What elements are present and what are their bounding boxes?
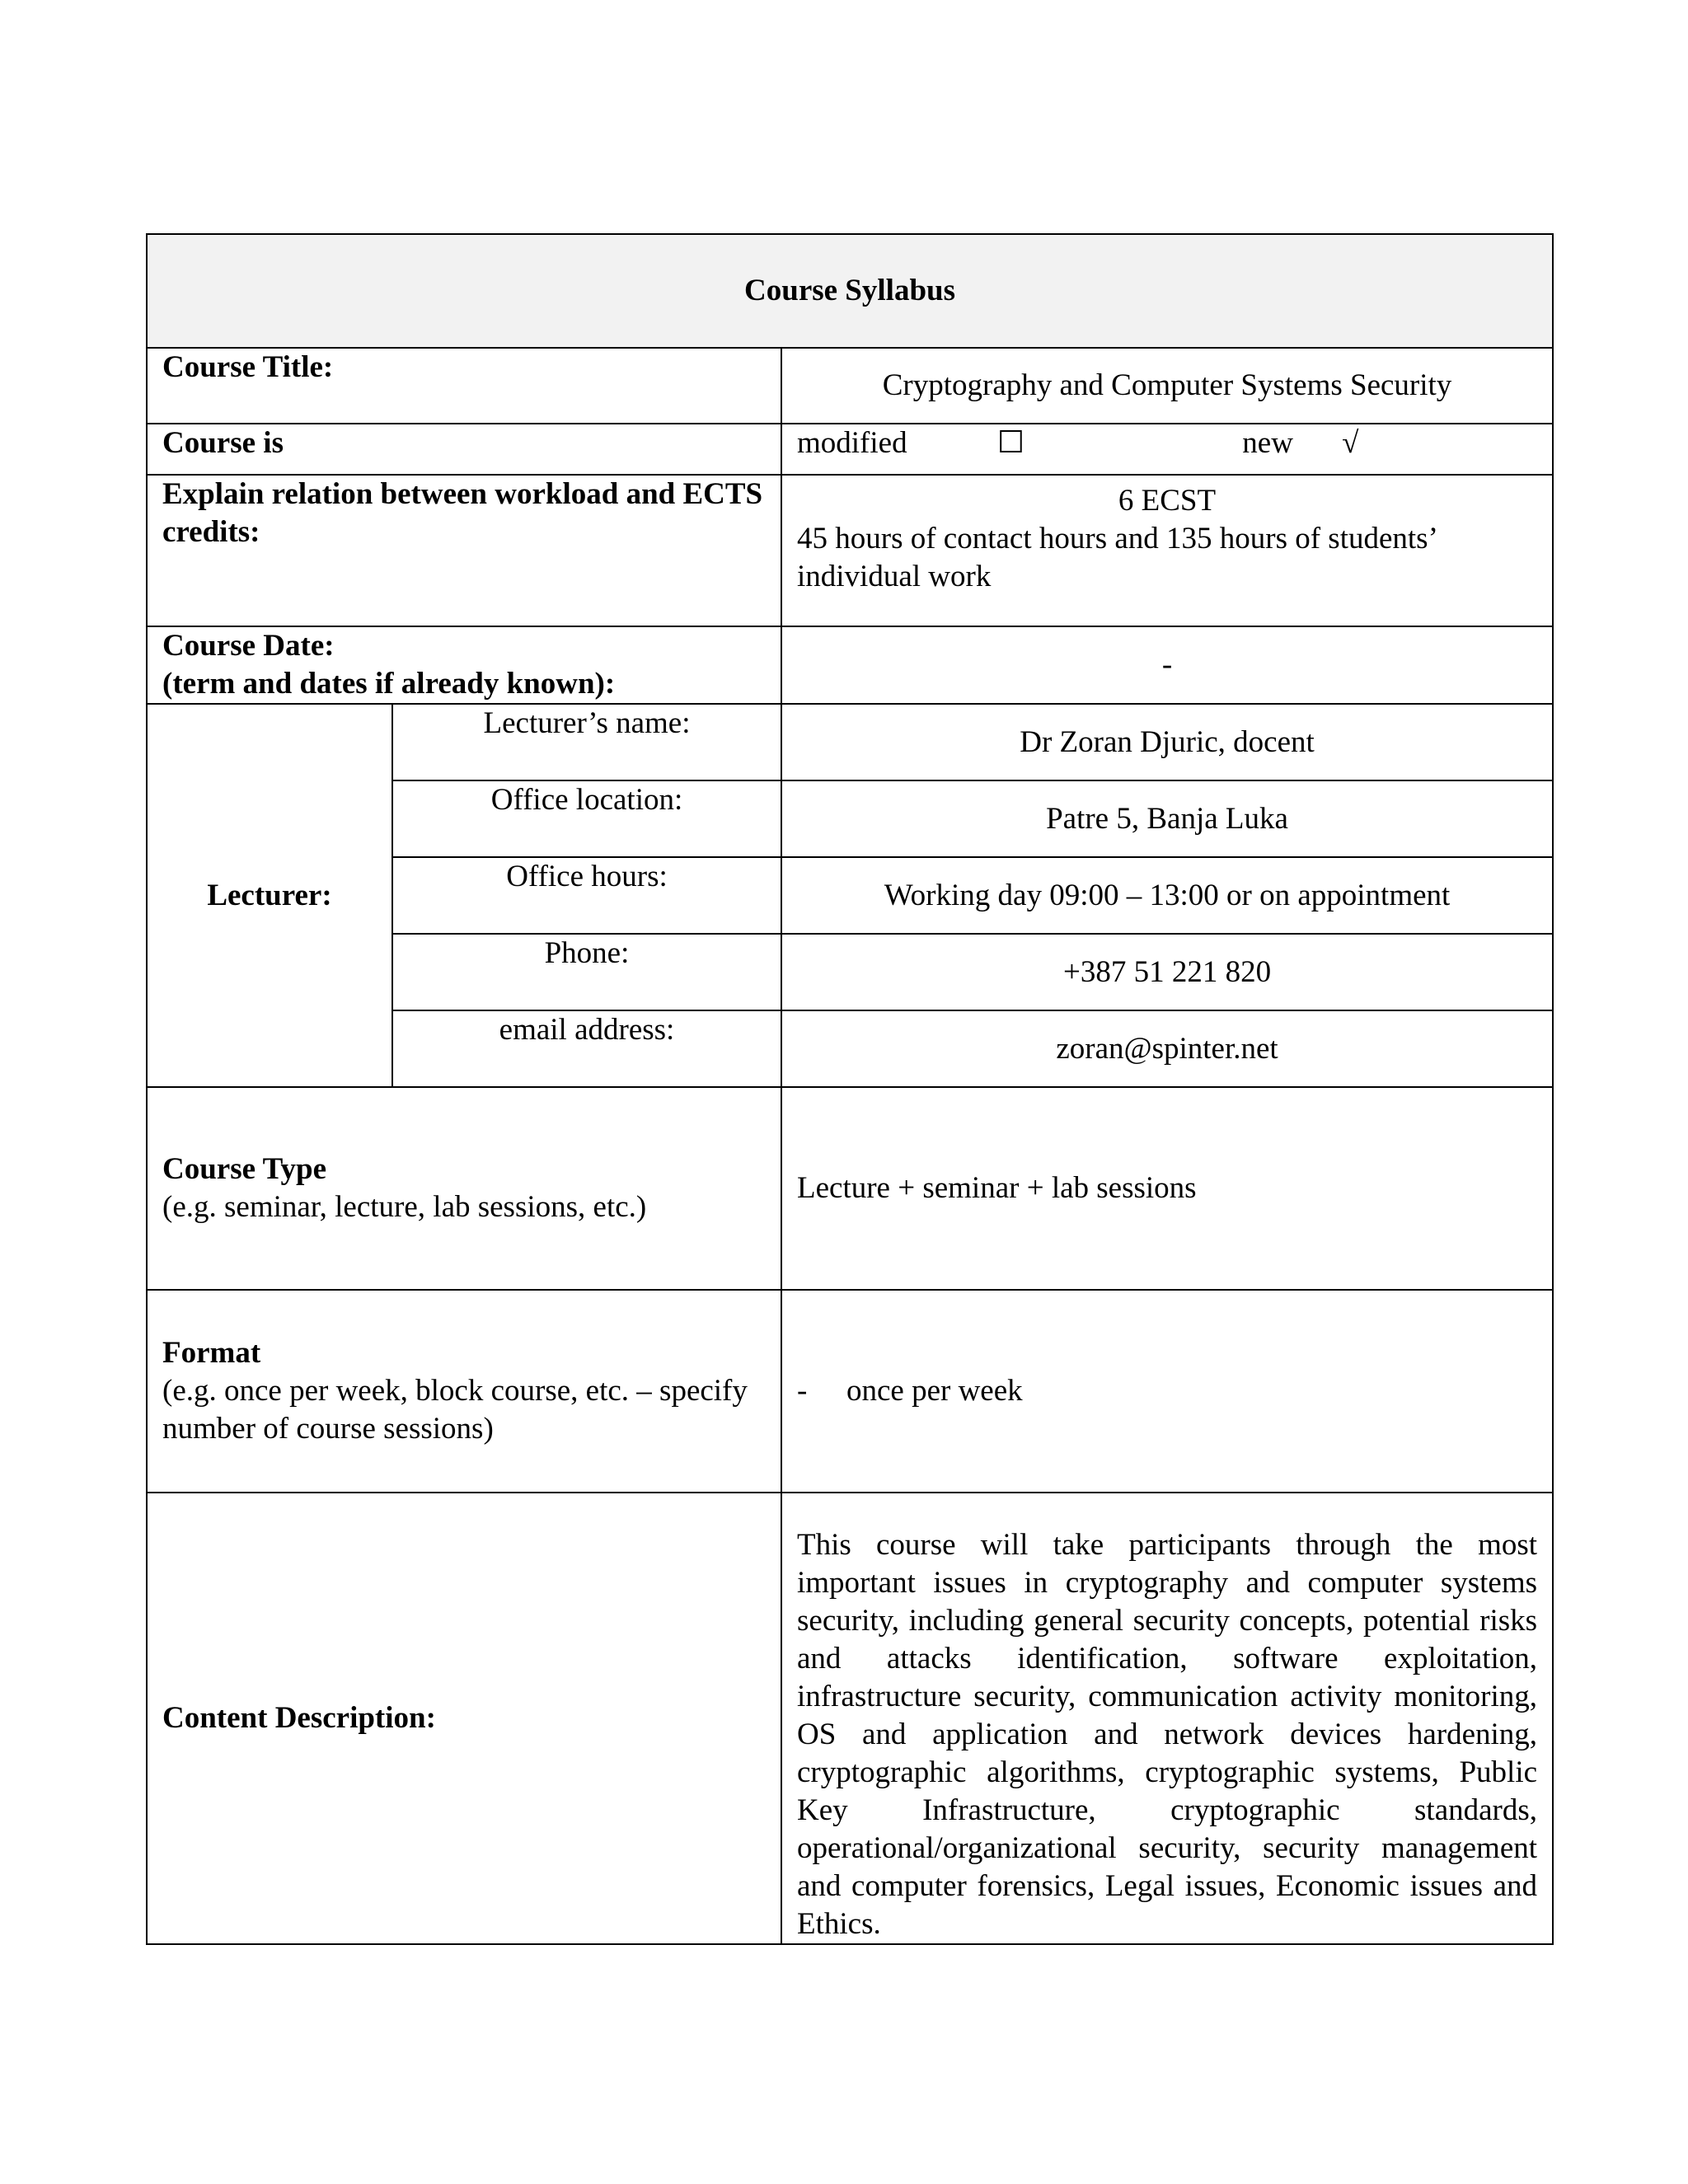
course-type-label: Course Type	[162, 1152, 327, 1186]
format-value: once per week	[846, 1374, 1023, 1408]
course-syllabus-form	[146, 233, 1552, 1945]
lecturer-name-value: Dr Zoran Djuric, docent	[781, 704, 1553, 780]
course-title-label: Course Title:	[147, 348, 781, 424]
format-cell	[147, 1290, 781, 1493]
format-hint: (e.g. once per week, block course, etc. – specify number of course sessions)	[162, 1374, 748, 1446]
workload-detail: 45 hours of contact hours and 135 hours of students’ individual work	[797, 522, 1437, 593]
course-is-row	[147, 424, 1553, 475]
office-location-value: Patre 5, Banja Luka	[781, 780, 1553, 857]
course-title-row	[147, 348, 1553, 424]
office-location-label: Office location:	[392, 780, 781, 857]
office-hours-value: Working day 09:00 – 13:00 or on appointment	[781, 857, 1553, 934]
format-row	[147, 1290, 1553, 1493]
course-date-label	[147, 626, 781, 704]
format-bullet: -	[797, 1374, 808, 1408]
workload-label: Explain relation between workload and ECTS credits:	[147, 475, 781, 626]
course-type-row	[147, 1087, 1553, 1290]
email-value: zoran@spinter.net	[781, 1010, 1553, 1087]
syllabus-header: Course Syllabus	[147, 234, 1553, 348]
course-title-value: Cryptography and Computer Systems Security	[781, 348, 1553, 424]
course-is-label: Course is	[147, 424, 781, 475]
content-label: Content Description:	[147, 1493, 781, 1944]
course-date-value: -	[781, 626, 1553, 704]
ects-credits: 6 ECST	[1118, 484, 1217, 518]
content-value: This course will take participants through the most important issues in cryptography and computer systems security, including general security concepts, potential risks and attacks identification, software exploitation, infrastructure security, communication activity monitoring, OS and application and network devices hardening, cryptographic algorithms, cryptographic systems, Public Key Infrastructure, cryptographic standards, operational/organizational security, security management and computer forensics, Legal issues, Economic issues and Ethics.	[781, 1493, 1553, 1944]
course-date-row	[147, 626, 1553, 704]
lecturer-name-row	[147, 704, 1553, 780]
course-date-label-line2: (term and dates if already known):	[162, 667, 616, 701]
format-value-cell	[781, 1290, 1553, 1493]
course-type-hint: (e.g. seminar, lecture, lab sessions, etc.)	[162, 1190, 647, 1224]
lecturer-name-label: Lecturer’s name:	[392, 704, 781, 780]
course-type-value: Lecture + seminar + lab sessions	[781, 1087, 1553, 1290]
office-hours-label: Office hours:	[392, 857, 781, 934]
course-status	[781, 424, 1553, 475]
workload-value	[781, 475, 1553, 626]
course-type-cell	[147, 1087, 781, 1290]
new-label: new	[1242, 426, 1293, 460]
course-date-label-line1: Course Date:	[162, 629, 335, 663]
modified-checkbox-icon: ☐	[996, 426, 1025, 460]
syllabus-table	[146, 233, 1554, 1945]
content-row	[147, 1493, 1553, 1944]
format-label: Format	[162, 1336, 261, 1370]
modified-label: modified	[797, 426, 907, 460]
phone-value: +387 51 221 820	[781, 934, 1553, 1010]
email-label: email address:	[392, 1010, 781, 1087]
syllabus-header-row	[147, 234, 1553, 348]
new-checkmark-icon: √	[1342, 426, 1359, 460]
lecturer-label: Lecturer:	[147, 704, 392, 1087]
workload-row	[147, 475, 1553, 626]
phone-label: Phone:	[392, 934, 781, 1010]
